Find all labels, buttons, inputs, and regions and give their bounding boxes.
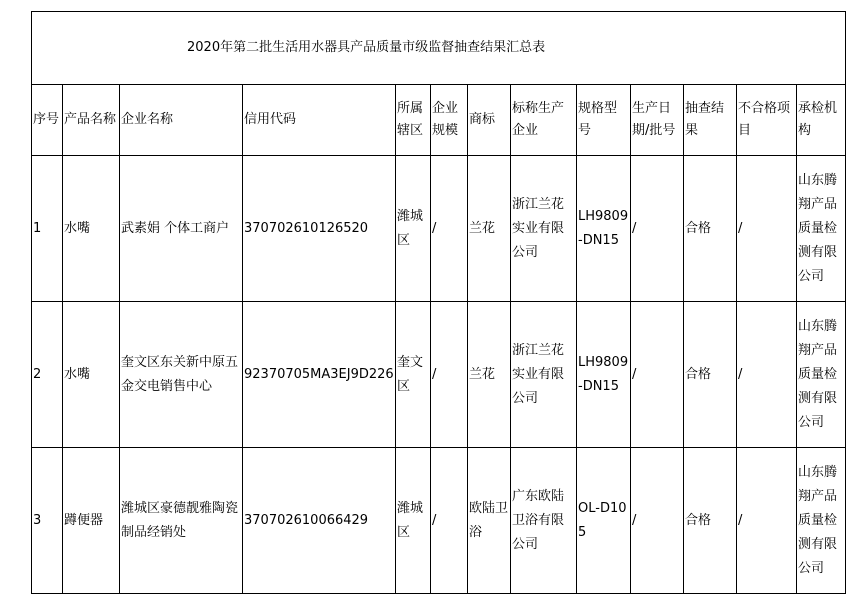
cell-brand: 欧陆卫浴 — [468, 448, 511, 594]
header-cell: 规格型号 — [577, 85, 631, 156]
cell-credit: 92370705MA3EJ9D226 — [243, 302, 396, 448]
cell-company: 奎文区东关新中原五金交电销售中心 — [120, 302, 243, 448]
table-row — [32, 448, 846, 594]
header-cell: 企业规模 — [431, 85, 468, 156]
cell-district: 潍城区 — [396, 448, 431, 594]
table-row — [32, 156, 846, 302]
cell-no: 1 — [32, 156, 63, 302]
cell-scale: / — [431, 448, 468, 594]
header-row — [32, 85, 846, 156]
cell-credit: 370702610126520 — [243, 156, 396, 302]
cell-product: 水嘴 — [63, 302, 120, 448]
cell-district: 潍城区 — [396, 156, 431, 302]
cell-batch: / — [631, 302, 684, 448]
cell-brand: 兰花 — [468, 156, 511, 302]
cell-manufacturer: 浙江兰花实业有限公司 — [511, 156, 577, 302]
cell-brand: 兰花 — [468, 302, 511, 448]
header-cell: 生产日期/批号 — [631, 85, 684, 156]
cell-manufacturer: 广东欧陆卫浴有限公司 — [511, 448, 577, 594]
cell-batch: / — [631, 448, 684, 594]
cell-failed: / — [737, 302, 797, 448]
header-cell: 标称生产企业 — [511, 85, 577, 156]
cell-no: 3 — [32, 448, 63, 594]
cell-result: 合格 — [684, 448, 737, 594]
cell-credit: 370702610066429 — [243, 448, 396, 594]
table-title: 2020年第二批生活用水器具产品质量市级监督抽查结果汇总表 — [32, 12, 846, 85]
header-cell: 企业名称 — [120, 85, 243, 156]
cell-district: 奎文区 — [396, 302, 431, 448]
header-cell: 信用代码 — [243, 85, 396, 156]
cell-no: 2 — [32, 302, 63, 448]
header-cell: 所属辖区 — [396, 85, 431, 156]
header-cell: 抽查结果 — [684, 85, 737, 156]
results-table — [31, 11, 846, 594]
cell-scale: / — [431, 156, 468, 302]
cell-lab: 山东腾翔产品质量检测有限公司 — [797, 156, 846, 302]
cell-result: 合格 — [684, 302, 737, 448]
cell-manufacturer: 浙江兰花实业有限公司 — [511, 302, 577, 448]
header-cell: 不合格项目 — [737, 85, 797, 156]
cell-model: LH9809-DN15 — [577, 302, 631, 448]
cell-company: 潍城区豪德靓雅陶瓷制品经销处 — [120, 448, 243, 594]
cell-result: 合格 — [684, 156, 737, 302]
cell-failed: / — [737, 448, 797, 594]
cell-model: OL-D105 — [577, 448, 631, 594]
cell-company: 武素娟 个体工商户 — [120, 156, 243, 302]
header-cell: 序号 — [32, 85, 63, 156]
cell-product: 水嘴 — [63, 156, 120, 302]
cell-model: LH9809-DN15 — [577, 156, 631, 302]
header-cell: 商标 — [468, 85, 511, 156]
cell-batch: / — [631, 156, 684, 302]
cell-lab: 山东腾翔产品质量检测有限公司 — [797, 448, 846, 594]
header-cell: 承检机构 — [797, 85, 846, 156]
table-row — [32, 302, 846, 448]
cell-scale: / — [431, 302, 468, 448]
cell-lab: 山东腾翔产品质量检测有限公司 — [797, 302, 846, 448]
header-cell: 产品名称 — [63, 85, 120, 156]
cell-product: 蹲便器 — [63, 448, 120, 594]
cell-failed: / — [737, 156, 797, 302]
